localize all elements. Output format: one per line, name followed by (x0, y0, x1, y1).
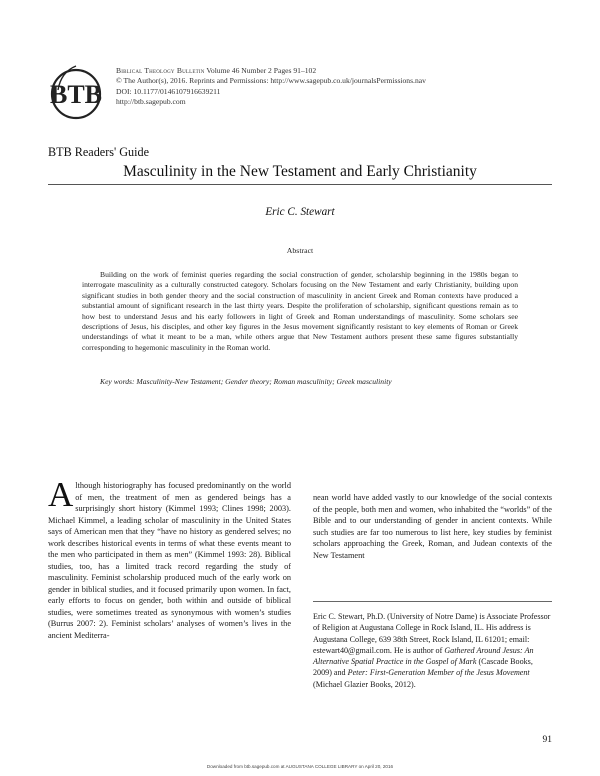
copyright-line: © The Author(s), 2016. Reprints and Permissions: http://www.sagepub.co.uk/journalsPermissions.nav (116, 76, 426, 86)
download-footer: Downloaded from btb.sagepub.com at AUGUSTANA COLLEGE LIBRARY on April 20, 2016 (206, 764, 394, 769)
section-label: BTB Readers' Guide (48, 145, 150, 159)
journal-url[interactable]: http://btb.sagepub.com (116, 97, 186, 107)
keywords: Key words: Masculinity-New Testament; Gender theory; Roman masculinity; Greek masculinity (100, 377, 392, 386)
left-column-text: lthough historiography has focused predominantly on the world of men, the treatment of men as gendered beings has a surprisingly short history (Kimmel 1993; Clines 1998; 2003). Michael Kimmel, a leading scholar of masculinity in the United States says of American men that they “have no history as gendered selves; no work describes historical events in terms of what these events meant to the men who participated in them as men” (Kimmel 1993: 28). Biblical studies, too, has a limited track record regarding the study of masculinity. Feminist scholarship produced much of the early work on gender in biblical studies, and it focused primarily upon women. In fact, early efforts to focus on gender, both within and outside of biblical studies, were sometimes treated as synonymous with women’s studies (Burrus 2007: 2). Feminist scholars’ analyses of women’s lives in the ancient Mediterra- (48, 481, 291, 640)
author-book-2: Peter: First-Generation Member of the Jesus Movement (347, 668, 530, 678)
doi-line: DOI: 10.1177/0146107916639211 (116, 86, 221, 96)
author-note (313, 611, 552, 690)
drop-cap: A (48, 475, 74, 514)
journal-name: Biblical Theology Bulletin (116, 66, 205, 75)
article-author: Eric C. Stewart (265, 206, 335, 218)
body-right-column: nean world have added vastly to our knowledge of the social contexts of the people, both men and women, who inhabited the “worlds” of the Bible and to our understanding of gender in ancient contexts. While such studies are far too numerous to list here, key studies by feminist scholars approaching the Greek, Roman, and Judean contexts of the New Testament (313, 493, 552, 560)
author-note-text-1: Eric C. Stewart, Ph.D. (University of Notre Dame) is Associate Professor of Religion at Augustana College in Rock Island, IL. His address is Augustana College, 639 38th Street, Rock Island, IL 61201; email: estewart40@gmail.com. He is author of (313, 612, 551, 655)
author-note-text-2: (Cascade Books, 2009) and (313, 657, 533, 678)
abstract-heading: Abstract (286, 246, 314, 255)
abstract-text: Building on the work of feminist queries regarding the social construction of gender, scholarship beginning in the 1980s began to interrogate masculinity as a culturally constructed category. Scholars focusing on the New Testament and early Christianity, building upon significant studies in both gender theory and the social construction of masculinity in ancient Greek and Roman contexts have produced a substantial amount of significant research in the last thirty years. Despite the proliferation of scholarship, significant questions remain as to how best to understand Jesus and his early followers in light of Greek and Roman understandings of masculinity. Some scholars see descriptions of Jesus, his disciples, and other key figures in the Jesus movement significantly resistant to key elements of Roman or Greek understandings of what it meant to be a man, while others argue that New Testament authors present these same figures substantially corresponding to hegemonic masculinity in the Roman world. (82, 270, 518, 352)
author-book-1: Gathered Around Jesus: An Alternative Spatial Practice in the Gospel of Mark (313, 645, 534, 667)
author-note-rule (313, 601, 552, 602)
publication-metadata (116, 66, 576, 108)
page-number: 91 (542, 735, 552, 745)
title-rule (48, 184, 552, 185)
article-title: Masculinity in the New Testament and Early Christianity (123, 163, 477, 180)
issue-info: Volume 46 Number 2 Pages 91–102 (206, 66, 317, 75)
author-note-text-3: (Michael Glazier Books, 2012). (313, 679, 416, 689)
body-left-column (48, 475, 291, 641)
journal-logo (48, 62, 104, 124)
svg-text:BTB: BTB (49, 80, 103, 109)
